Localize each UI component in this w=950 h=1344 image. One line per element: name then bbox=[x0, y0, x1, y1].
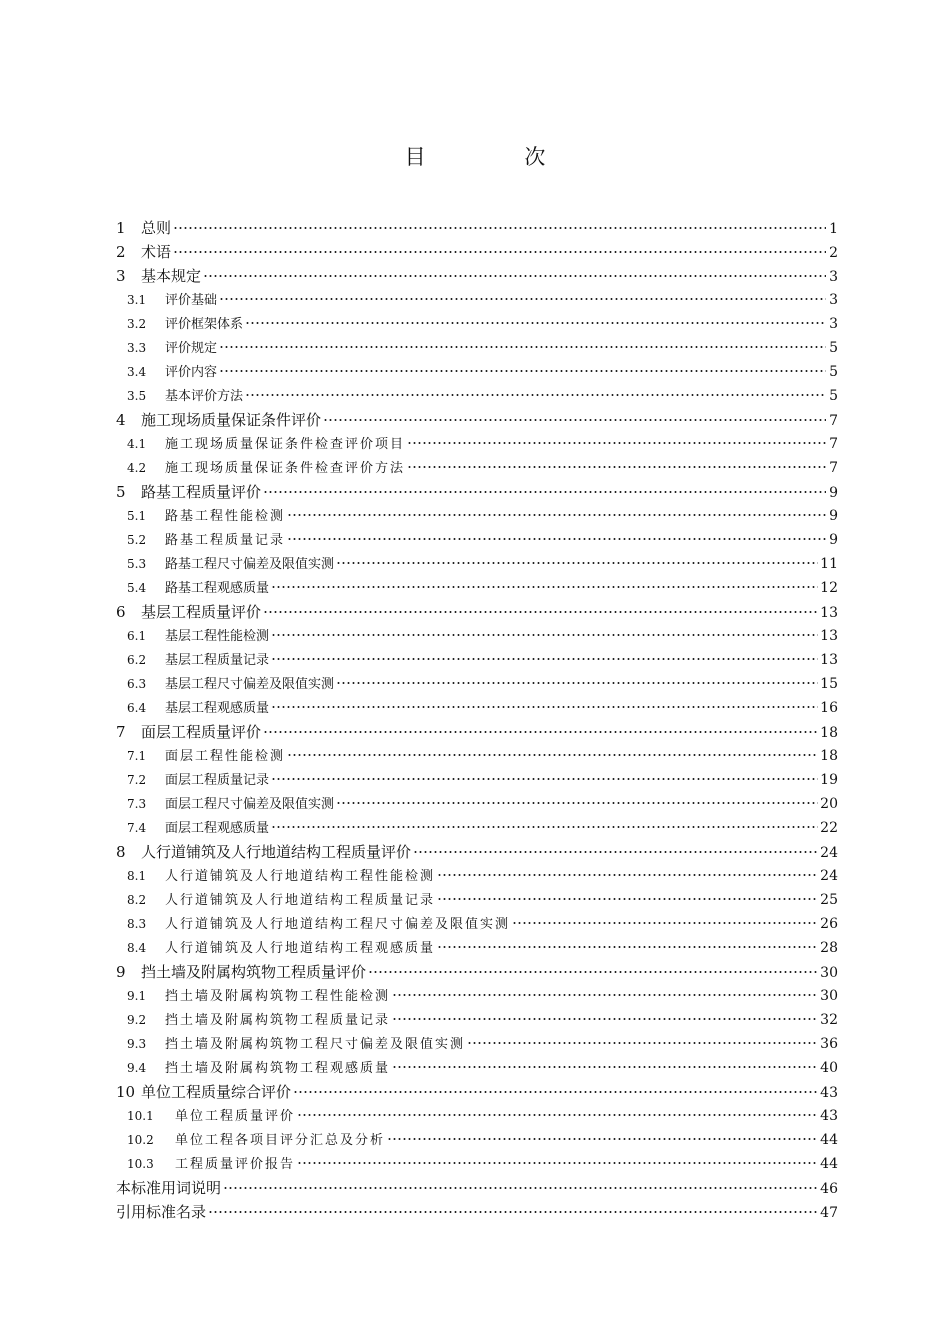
toc-entry-number: 7.3 bbox=[127, 797, 147, 811]
dot-leader bbox=[219, 298, 826, 300]
toc-entry-number: 10.2 bbox=[127, 1133, 154, 1147]
toc-entry-number: 7.1 bbox=[127, 749, 147, 763]
toc-entry[interactable] bbox=[116, 552, 838, 576]
toc-entry-title: 挡土墙及附属构筑物工程观感质量 bbox=[165, 1061, 391, 1076]
toc-entry-number: 3.4 bbox=[127, 365, 147, 379]
toc-entry[interactable] bbox=[116, 696, 838, 720]
toc-entry[interactable] bbox=[116, 792, 838, 816]
toc-entry-title: 总则 bbox=[141, 219, 172, 237]
toc-entry[interactable] bbox=[116, 528, 838, 552]
dot-leader bbox=[208, 1211, 818, 1213]
toc-entry-page: 5 bbox=[829, 388, 838, 404]
toc-entry-number: 8.4 bbox=[127, 941, 147, 955]
toc-entry-page: 12 bbox=[820, 580, 838, 596]
toc-entry[interactable] bbox=[116, 1008, 838, 1032]
toc-entry-number: 3 bbox=[116, 267, 126, 285]
toc-entry-page: 7 bbox=[829, 460, 838, 476]
dot-leader bbox=[293, 1091, 818, 1093]
toc-entry-page: 9 bbox=[829, 485, 838, 501]
toc-entry[interactable] bbox=[116, 1104, 838, 1128]
toc-entry-number: 6.2 bbox=[127, 653, 147, 667]
toc-entry-title: 路基工程质量记录 bbox=[165, 533, 286, 548]
toc-entry[interactable] bbox=[116, 1128, 838, 1152]
dot-leader bbox=[407, 466, 826, 468]
dot-leader bbox=[297, 1162, 818, 1164]
toc-entry-title: 评价内容 bbox=[165, 365, 218, 380]
toc-entry-title: 挡土墙及附属构筑物工程尺寸偏差及限值实测 bbox=[165, 1037, 466, 1052]
dot-leader bbox=[387, 1138, 818, 1140]
toc-entry[interactable] bbox=[116, 288, 838, 312]
toc-entry-page: 43 bbox=[820, 1108, 838, 1124]
toc-entry-number: 6 bbox=[116, 603, 126, 621]
toc-entry-page: 30 bbox=[820, 988, 838, 1004]
dot-leader bbox=[263, 611, 818, 613]
toc-entry-title: 人行道铺筑及人行地道结构工程质量评价 bbox=[141, 843, 412, 861]
toc-entry-page: 36 bbox=[820, 1036, 838, 1052]
toc-entry[interactable] bbox=[116, 984, 838, 1008]
dot-leader bbox=[287, 538, 826, 540]
toc-entry-page: 5 bbox=[829, 364, 838, 380]
dot-leader bbox=[512, 922, 818, 924]
toc-entry-title: 面层工程尺寸偏差及限值实测 bbox=[165, 797, 335, 812]
dot-leader bbox=[263, 731, 818, 733]
toc-entry-page: 47 bbox=[820, 1205, 838, 1221]
toc-entry-title: 面层工程质量记录 bbox=[165, 773, 270, 788]
toc-entry-page: 5 bbox=[829, 340, 838, 356]
toc-entry-title: 人行道铺筑及人行地道结构工程尺寸偏差及限值实测 bbox=[165, 917, 511, 932]
toc-entry-number: 2 bbox=[116, 243, 126, 261]
toc-entry-title: 人行道铺筑及人行地道结构工程质量记录 bbox=[165, 893, 436, 908]
toc-entry-number: 9.3 bbox=[127, 1037, 147, 1051]
toc-entry-page: 9 bbox=[829, 508, 838, 524]
toc-entry-title: 基本评价方法 bbox=[165, 389, 244, 404]
dot-leader bbox=[336, 562, 818, 564]
dot-leader bbox=[287, 754, 818, 756]
toc-entry-page: 7 bbox=[829, 436, 838, 452]
dot-leader bbox=[437, 898, 818, 900]
toc-entry-number: 8.1 bbox=[127, 869, 147, 883]
toc-entry-page: 44 bbox=[820, 1132, 838, 1148]
toc-entry-number: 3.2 bbox=[127, 317, 147, 331]
toc-entry-title: 单位工程质量评价 bbox=[175, 1109, 296, 1124]
toc-entry[interactable] bbox=[116, 648, 838, 672]
dot-leader bbox=[219, 346, 826, 348]
dot-leader bbox=[287, 514, 826, 516]
toc-entry-title: 人行道铺筑及人行地道结构工程观感质量 bbox=[165, 941, 436, 956]
toc-entry-title: 评价规定 bbox=[165, 341, 218, 356]
toc-entry-title: 挡土墙及附属构筑物工程性能检测 bbox=[165, 989, 391, 1004]
toc-entry-page: 28 bbox=[820, 940, 838, 956]
dot-leader bbox=[271, 634, 818, 636]
toc-entry-page: 13 bbox=[820, 628, 838, 644]
toc-entry-number: 4.2 bbox=[127, 461, 147, 475]
dot-leader bbox=[271, 826, 818, 828]
toc-entry-title: 面层工程质量评价 bbox=[141, 723, 262, 741]
toc-entry-number: 5.2 bbox=[127, 533, 147, 547]
toc-entry-title: 挡土墙及附属构筑物工程质量记录 bbox=[165, 1013, 391, 1028]
dot-leader bbox=[323, 419, 826, 421]
dot-leader bbox=[413, 851, 818, 853]
toc-entry[interactable] bbox=[116, 720, 838, 744]
toc-entry[interactable] bbox=[116, 504, 838, 528]
toc-entry-page: 25 bbox=[820, 892, 838, 908]
toc-entry-title: 路基工程性能检测 bbox=[165, 509, 286, 524]
toc-entry[interactable] bbox=[116, 216, 838, 240]
dot-leader bbox=[219, 370, 826, 372]
toc-entry[interactable] bbox=[116, 1032, 838, 1056]
toc-entry-title: 施工现场质量保证条件检查评价项目 bbox=[165, 437, 406, 452]
dot-leader bbox=[271, 706, 818, 708]
toc-entry-title: 基层工程尺寸偏差及限值实测 bbox=[165, 677, 335, 692]
toc-entry-number: 8 bbox=[116, 843, 126, 861]
dot-leader bbox=[245, 394, 826, 396]
toc-entry-number: 3.3 bbox=[127, 341, 147, 355]
dot-leader bbox=[263, 491, 826, 493]
dot-leader bbox=[392, 1018, 818, 1020]
toc-entry[interactable] bbox=[116, 312, 838, 336]
toc-entry-number: 7.2 bbox=[127, 773, 147, 787]
toc-entry[interactable] bbox=[116, 840, 838, 864]
toc-entry-page: 32 bbox=[820, 1012, 838, 1028]
toc-entry-page: 1 bbox=[829, 221, 838, 237]
toc-entry-page: 44 bbox=[820, 1156, 838, 1172]
dot-leader bbox=[336, 682, 818, 684]
toc-entry-page: 26 bbox=[820, 916, 838, 932]
toc-entry-page: 11 bbox=[820, 556, 838, 572]
toc-entry-number: 9.2 bbox=[127, 1013, 147, 1027]
toc-entry-page: 24 bbox=[820, 868, 838, 884]
toc-entry[interactable] bbox=[116, 672, 838, 696]
table-of-contents bbox=[116, 216, 838, 1224]
toc-entry-title: 引用标准名录 bbox=[116, 1203, 207, 1221]
toc-entry-number: 5.3 bbox=[127, 557, 147, 571]
toc-entry-number: 5 bbox=[116, 483, 126, 501]
toc-entry-title: 施工现场质量保证条件检查评价方法 bbox=[165, 461, 406, 476]
dot-leader bbox=[173, 227, 826, 229]
toc-entry-title: 评价基础 bbox=[165, 293, 218, 308]
toc-entry[interactable] bbox=[116, 936, 838, 960]
toc-entry-page: 18 bbox=[820, 748, 838, 764]
dot-leader bbox=[223, 1187, 818, 1189]
dot-leader bbox=[392, 1066, 818, 1068]
toc-entry-title: 施工现场质量保证条件评价 bbox=[141, 411, 322, 429]
toc-entry[interactable] bbox=[116, 264, 838, 288]
toc-entry[interactable] bbox=[116, 1176, 838, 1200]
dot-leader bbox=[336, 802, 818, 804]
toc-entry-page: 20 bbox=[820, 796, 838, 812]
toc-entry-number: 3.1 bbox=[127, 293, 147, 307]
toc-entry[interactable] bbox=[116, 600, 838, 624]
toc-entry-number: 9.4 bbox=[127, 1061, 147, 1075]
dot-leader bbox=[437, 946, 818, 948]
toc-entry[interactable] bbox=[116, 1056, 838, 1080]
toc-entry-title: 术语 bbox=[141, 243, 172, 261]
toc-entry[interactable] bbox=[116, 1152, 838, 1176]
toc-entry-number: 8.3 bbox=[127, 917, 147, 931]
toc-entry[interactable] bbox=[116, 336, 838, 360]
toc-entry-number: 4.1 bbox=[127, 437, 147, 451]
dot-leader bbox=[271, 586, 818, 588]
toc-entry-page: 16 bbox=[820, 700, 838, 716]
toc-entry-number: 10.1 bbox=[127, 1109, 154, 1123]
toc-entry-page: 22 bbox=[820, 820, 838, 836]
toc-entry[interactable] bbox=[116, 360, 838, 384]
toc-entry[interactable] bbox=[116, 888, 838, 912]
toc-entry[interactable] bbox=[116, 624, 838, 648]
toc-entry-number: 7.4 bbox=[127, 821, 147, 835]
toc-entry[interactable] bbox=[116, 240, 838, 264]
toc-entry[interactable] bbox=[116, 1080, 838, 1104]
toc-entry-page: 30 bbox=[820, 965, 838, 981]
toc-entry[interactable] bbox=[116, 576, 838, 600]
dot-leader bbox=[392, 994, 818, 996]
toc-entry-number: 6.1 bbox=[127, 629, 147, 643]
dot-leader bbox=[271, 658, 818, 660]
toc-entry[interactable] bbox=[116, 744, 838, 768]
toc-entry-title: 评价框架体系 bbox=[165, 317, 244, 332]
toc-entry-title: 工程质量评价报告 bbox=[175, 1157, 296, 1172]
toc-entry[interactable] bbox=[116, 768, 838, 792]
toc-entry-page: 18 bbox=[820, 725, 838, 741]
toc-entry[interactable] bbox=[116, 1200, 838, 1224]
toc-entry-page: 40 bbox=[820, 1060, 838, 1076]
toc-entry[interactable] bbox=[116, 432, 838, 456]
toc-entry[interactable] bbox=[116, 960, 838, 984]
toc-entry-title: 路基工程质量评价 bbox=[141, 483, 262, 501]
toc-entry-number: 10.3 bbox=[127, 1157, 154, 1171]
toc-entry[interactable] bbox=[116, 480, 838, 504]
toc-entry-title: 人行道铺筑及人行地道结构工程性能检测 bbox=[165, 869, 436, 884]
toc-entry-title: 基层工程观感质量 bbox=[165, 701, 270, 716]
toc-entry-number: 10 bbox=[116, 1083, 136, 1101]
toc-entry-page: 2 bbox=[829, 245, 838, 261]
dot-leader bbox=[368, 971, 818, 973]
page-title: 目 次 bbox=[404, 145, 592, 169]
toc-entry-page: 46 bbox=[820, 1181, 838, 1197]
toc-entry-page: 19 bbox=[820, 772, 838, 788]
toc-entry-page: 3 bbox=[829, 316, 838, 332]
dot-leader bbox=[245, 322, 826, 324]
toc-entry-title: 基层工程质量评价 bbox=[141, 603, 262, 621]
toc-entry-title: 面层工程性能检测 bbox=[165, 749, 286, 764]
toc-entry-title: 基层工程性能检测 bbox=[165, 629, 270, 644]
toc-entry-title: 本标准用词说明 bbox=[116, 1179, 222, 1197]
dot-leader bbox=[203, 275, 826, 277]
toc-entry-number: 5.1 bbox=[127, 509, 147, 523]
toc-entry-page: 13 bbox=[820, 652, 838, 668]
toc-entry[interactable] bbox=[116, 912, 838, 936]
toc-entry-title: 路基工程观感质量 bbox=[165, 581, 270, 596]
toc-entry-title: 单位工程质量综合评价 bbox=[141, 1083, 292, 1101]
toc-entry[interactable] bbox=[116, 408, 838, 432]
toc-entry-number: 3.5 bbox=[127, 389, 147, 403]
toc-entry-number: 6.3 bbox=[127, 677, 147, 691]
dot-leader bbox=[271, 778, 818, 780]
toc-entry-page: 3 bbox=[829, 292, 838, 308]
dot-leader bbox=[173, 251, 826, 253]
toc-entry-title: 面层工程观感质量 bbox=[165, 821, 270, 836]
toc-entry-page: 9 bbox=[829, 532, 838, 548]
toc-entry-number: 9 bbox=[116, 963, 126, 981]
toc-entry[interactable] bbox=[116, 816, 838, 840]
toc-entry-number: 9.1 bbox=[127, 989, 147, 1003]
toc-entry[interactable] bbox=[116, 384, 838, 408]
toc-entry-number: 8.2 bbox=[127, 893, 147, 907]
toc-entry-page: 7 bbox=[829, 413, 838, 429]
toc-entry-title: 单位工程各项目评分汇总及分析 bbox=[175, 1133, 386, 1148]
toc-entry-number: 4 bbox=[116, 411, 126, 429]
toc-entry-page: 24 bbox=[820, 845, 838, 861]
dot-leader bbox=[437, 874, 818, 876]
toc-entry[interactable] bbox=[116, 456, 838, 480]
dot-leader bbox=[467, 1042, 818, 1044]
toc-entry-page: 13 bbox=[820, 605, 838, 621]
toc-entry-number: 6.4 bbox=[127, 701, 147, 715]
toc-entry-number: 5.4 bbox=[127, 581, 147, 595]
toc-entry-title: 基层工程质量记录 bbox=[165, 653, 270, 668]
toc-entry-title: 路基工程尺寸偏差及限值实测 bbox=[165, 557, 335, 572]
toc-entry-number: 1 bbox=[116, 219, 126, 237]
dot-leader bbox=[407, 442, 826, 444]
toc-entry-title: 基本规定 bbox=[141, 267, 202, 285]
toc-entry-number: 7 bbox=[116, 723, 126, 741]
toc-entry-page: 3 bbox=[829, 269, 838, 285]
toc-entry[interactable] bbox=[116, 864, 838, 888]
dot-leader bbox=[297, 1114, 818, 1116]
toc-entry-page: 43 bbox=[820, 1085, 838, 1101]
toc-entry-page: 15 bbox=[820, 676, 838, 692]
toc-entry-title: 挡土墙及附属构筑物工程质量评价 bbox=[141, 963, 367, 981]
